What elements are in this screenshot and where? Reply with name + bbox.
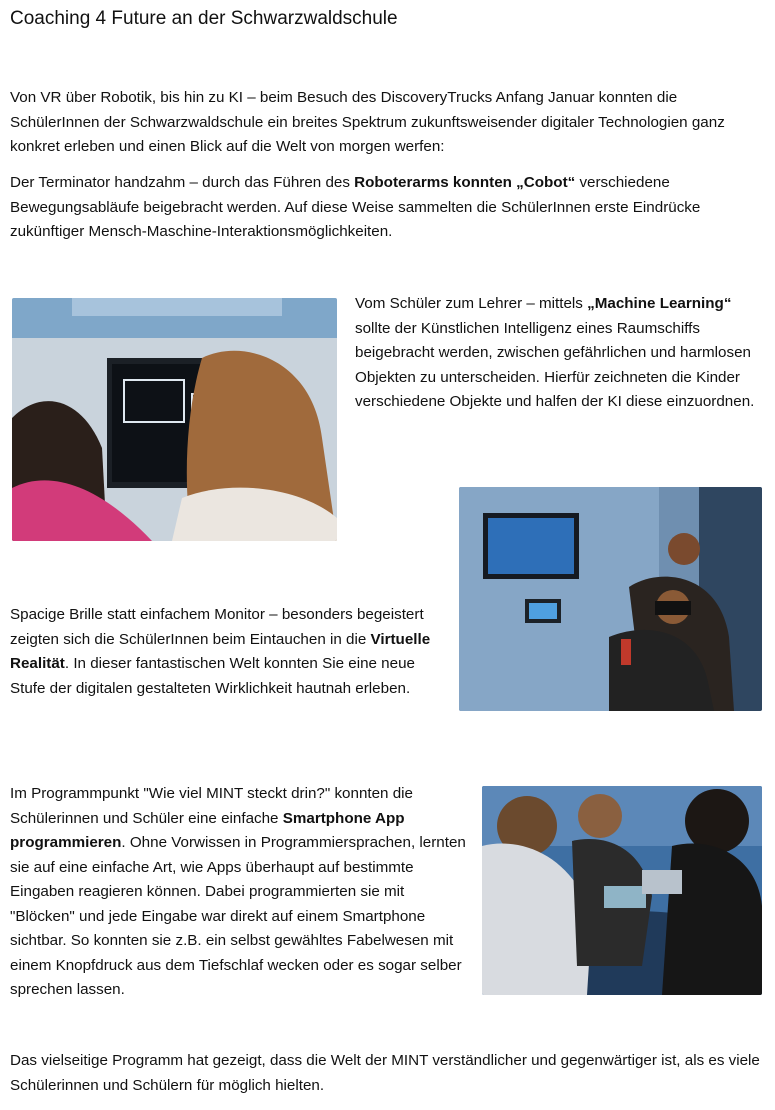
ml-text-end: sollte der Künstlichen Intelligenz eines Raumschiffs beigebracht werden, zwischen gefährlichen und harmlosen Objekten zu unterscheiden. Hierfür zeichneten die Kinder verschiedene Objekte und halfen der KI diese einzuordnen.	[355, 319, 755, 410]
page-title: Coaching 4 Future an der Schwarzwaldschule	[10, 8, 398, 29]
robot-text-end: verschiedene Bewegungsabläufe beigebracht werden. Auf diese Weise sammelten die SchülerInnen erste Eindrücke zukünftiger Mensch-Maschine-Interaktionsmöglichkeiten.	[10, 174, 701, 240]
app-programming-paragraph	[10, 782, 470, 1003]
app-programming-photo	[482, 786, 762, 995]
vr-highlight: Virtuelle Realität	[10, 630, 431, 672]
ml-highlight: „Machine Learning“	[587, 295, 732, 312]
robot-paragraph	[10, 171, 770, 245]
vr-text-end: . In dieser fantastischen Welt konnten Sie eine neue Stufe der digitalen gestalteten Wirklichkeit hautnah erleben.	[10, 655, 415, 697]
app-highlight: Smartphone App programmieren	[10, 809, 405, 851]
app-text-start: Im Programmpunkt "Wie viel MINT steckt drin?" konnten die Schülerinnen und Schüler eine einfache	[10, 785, 413, 827]
machine-learning-paragraph	[355, 292, 770, 415]
robot-text-start: Der Terminator handzahm – durch das Führen des	[10, 174, 355, 191]
robot-highlight: Roboterarms konnten „Cobot“	[354, 174, 576, 191]
virtual-reality-paragraph	[10, 603, 440, 701]
closing-paragraph: Das vielseitige Programm hat gezeigt, dass die Welt der MINT verständlicher und gegenwärtiger ist, als es viele Schülerinnen und Schülern für möglich hielten.	[10, 1052, 760, 1094]
virtual-reality-photo	[459, 487, 762, 711]
intro-paragraph: Von VR über Robotik, bis hin zu KI – beim Besuch des DiscoveryTrucks Anfang Januar konnten die SchülerInnen der Schwarzwaldschule ein breites Spektrum zukunftsweisender digitaler Technologien ganz konkret erleben und einen Blick auf die Welt von morgen werfen:	[10, 89, 725, 155]
vr-text-start: Spacige Brille statt einfachem Monitor – besonders begeistert zeigten sich die SchülerInnen beim Eintauchen in die	[10, 606, 424, 648]
ml-text-start: Vom Schüler zum Lehrer – mittels	[355, 295, 588, 312]
machine-learning-photo	[12, 298, 337, 541]
app-text-end: . Ohne Vorwissen in Programmiersprachen, lernten sie auf eine einfache Art, wie Apps überhaupt auf bestimmte Eingaben reagieren können. Dabei programmierten sie mit "Blöcken" und jede Eingabe war direkt auf einem Smartphone sichtbar. So konnten sie z.B. ein selbst gewähltes Fabelwesen mit einem Knopfdruck aus dem Tiefschlaf wecken oder es sogar selber sprechen lassen.	[10, 834, 466, 998]
